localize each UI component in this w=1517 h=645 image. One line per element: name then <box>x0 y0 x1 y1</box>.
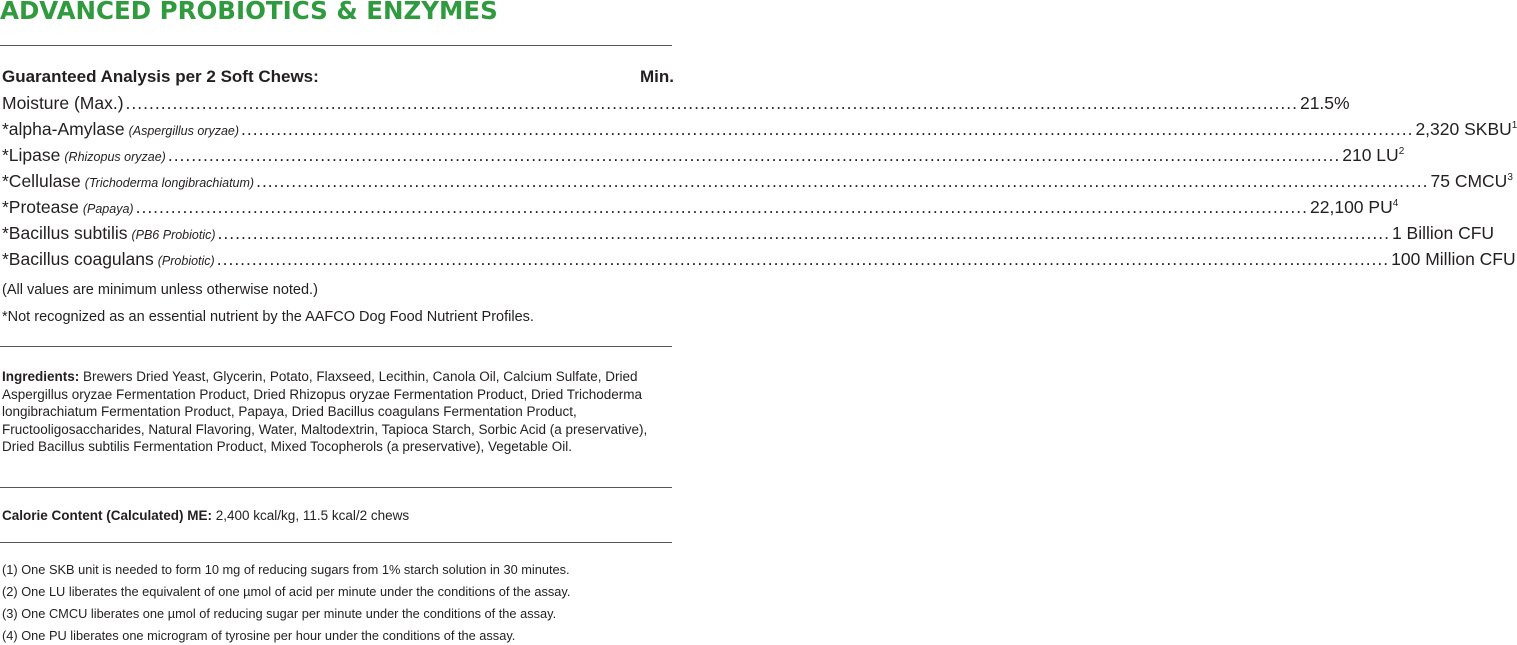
nutrient-name: Moisture (Max.) <box>2 93 124 113</box>
ingredients-label: Ingredients: <box>2 369 80 384</box>
analysis-note: (All values are minimum unless otherwise noted.) <box>2 282 318 298</box>
dot-leader: ........................................................................................................................................................................................................ <box>216 249 1390 269</box>
nutrient-value-text: 2,320 SKBU <box>1415 119 1512 139</box>
footnote-4: (4) One PU liberates one microgram of tyrosine per hour under the conditions of the assay. <box>2 628 516 643</box>
nutrient-name: *Cellulase <box>2 171 81 191</box>
nutrient-value <box>1310 197 1398 218</box>
footnote-1: (1) One SKB unit is needed to form 10 mg of reducing sugars from 1% starch solution in 30 minutes. <box>2 562 570 577</box>
aafco-note: *Not recognized as an essential nutrient by the AAFCO Dog Food Nutrient Profiles. <box>2 309 534 325</box>
analysis-row <box>2 171 1513 192</box>
nutrient-name: *Bacillus subtilis <box>2 223 128 243</box>
nutrient-value <box>1342 145 1404 166</box>
nutrient-value <box>1391 249 1515 270</box>
nutrient-source: (Rhizopus oryzae) <box>64 150 166 164</box>
ingredients-text: Brewers Dried Yeast, Glycerin, Potato, Flaxseed, Lecithin, Canola Oil, Calcium Sulfate, Dried Aspergillus oryzae Fermentation Product, Dried Rhizopus oryzae Fermentation Product, Dried Trichoderma longibrachiatum Fermentation Product, Papaya, Dried Bacillus coagulans Fermentation Product, Fructooligosaccharides, Natural Flavoring, Water, Maltodextrin, Tapioca Starch, Sorbic Acid (a preservative), Dried Bacillus subtilis Fermentation Product, Mixed Tocopherols (a preservative), Vegetable Oil. <box>2 369 648 455</box>
nutrient-source: (Papaya) <box>82 202 134 216</box>
dot-leader: ........................................................................................................................................................................................................ <box>217 223 1390 243</box>
nutrient-source: (Probiotic) <box>157 254 215 268</box>
nutrient-source: (Aspergillus oryzae) <box>128 124 240 138</box>
nutrient-source: (PB6 Probiotic) <box>131 228 216 242</box>
dot-leader: ........................................................................................................................................................................................................ <box>125 93 1298 113</box>
nutrient-value-text: 1 Billion CFU <box>1391 223 1495 243</box>
footnote-ref: 3 <box>1507 172 1513 184</box>
divider <box>0 487 672 488</box>
analysis-row <box>2 119 1517 140</box>
divider <box>0 45 672 46</box>
product-title: ADVANCED PROBIOTICS & ENZYMES <box>0 0 498 25</box>
analysis-row <box>2 197 1399 218</box>
dot-leader: ........................................................................................................................................................................................................ <box>241 119 1414 139</box>
footnote-2: (2) One LU liberates the equivalent of one µmol of acid per minute under the conditions of the assay. <box>2 584 571 599</box>
calorie-label: Calorie Content (Calculated) ME: <box>2 508 213 523</box>
min-label: Min. <box>640 67 674 86</box>
nutrient-name: *Lipase <box>2 145 61 165</box>
divider <box>0 542 672 543</box>
footnote-ref: 2 <box>1398 146 1405 158</box>
nutrient-source: (Trichoderma longibrachiatum) <box>84 176 255 190</box>
dot-leader: ........................................................................................................................................................................................................ <box>135 197 1309 217</box>
nutrient-value-text: 100 Million CFU <box>1391 249 1516 269</box>
dot-leader: ........................................................................................................................................................................................................ <box>256 171 1429 191</box>
divider <box>0 346 672 347</box>
nutrient-name: *Protease <box>2 197 79 217</box>
nutrient-value <box>1415 119 1517 140</box>
analysis-row <box>2 145 1405 166</box>
footnote-ref: 1 <box>1511 120 1517 132</box>
footnote-ref: 4 <box>1392 198 1399 210</box>
nutrient-value-text: 22,100 PU <box>1310 197 1393 217</box>
nutrient-value <box>1431 171 1513 192</box>
calorie-text: 2,400 kcal/kg, 11.5 kcal/2 chews <box>212 508 410 523</box>
nutrient-value <box>1300 93 1350 114</box>
analysis-row <box>2 223 1495 244</box>
nutrient-name: *Bacillus coagulans <box>2 249 154 269</box>
footnote-3: (3) One CMCU liberates one µmol of reducing sugar per minute under the conditions of the assay. <box>2 606 557 621</box>
calorie-content <box>2 508 409 523</box>
analysis-heading-label: Guaranteed Analysis per 2 Soft Chews: <box>2 67 319 86</box>
analysis-row <box>2 93 1350 114</box>
nutrient-value <box>1392 223 1494 244</box>
analysis-heading <box>2 67 674 87</box>
dot-leader: ........................................................................................................................................................................................................ <box>167 145 1341 165</box>
nutrient-value-text: 21.5% <box>1299 93 1350 113</box>
nutrient-name: *alpha-Amylase <box>2 119 125 139</box>
ingredients-block <box>2 368 674 456</box>
nutrient-value-text: 210 LU <box>1342 145 1399 165</box>
nutrient-value-text: 75 CMCU <box>1430 171 1508 191</box>
analysis-row <box>2 249 1516 270</box>
